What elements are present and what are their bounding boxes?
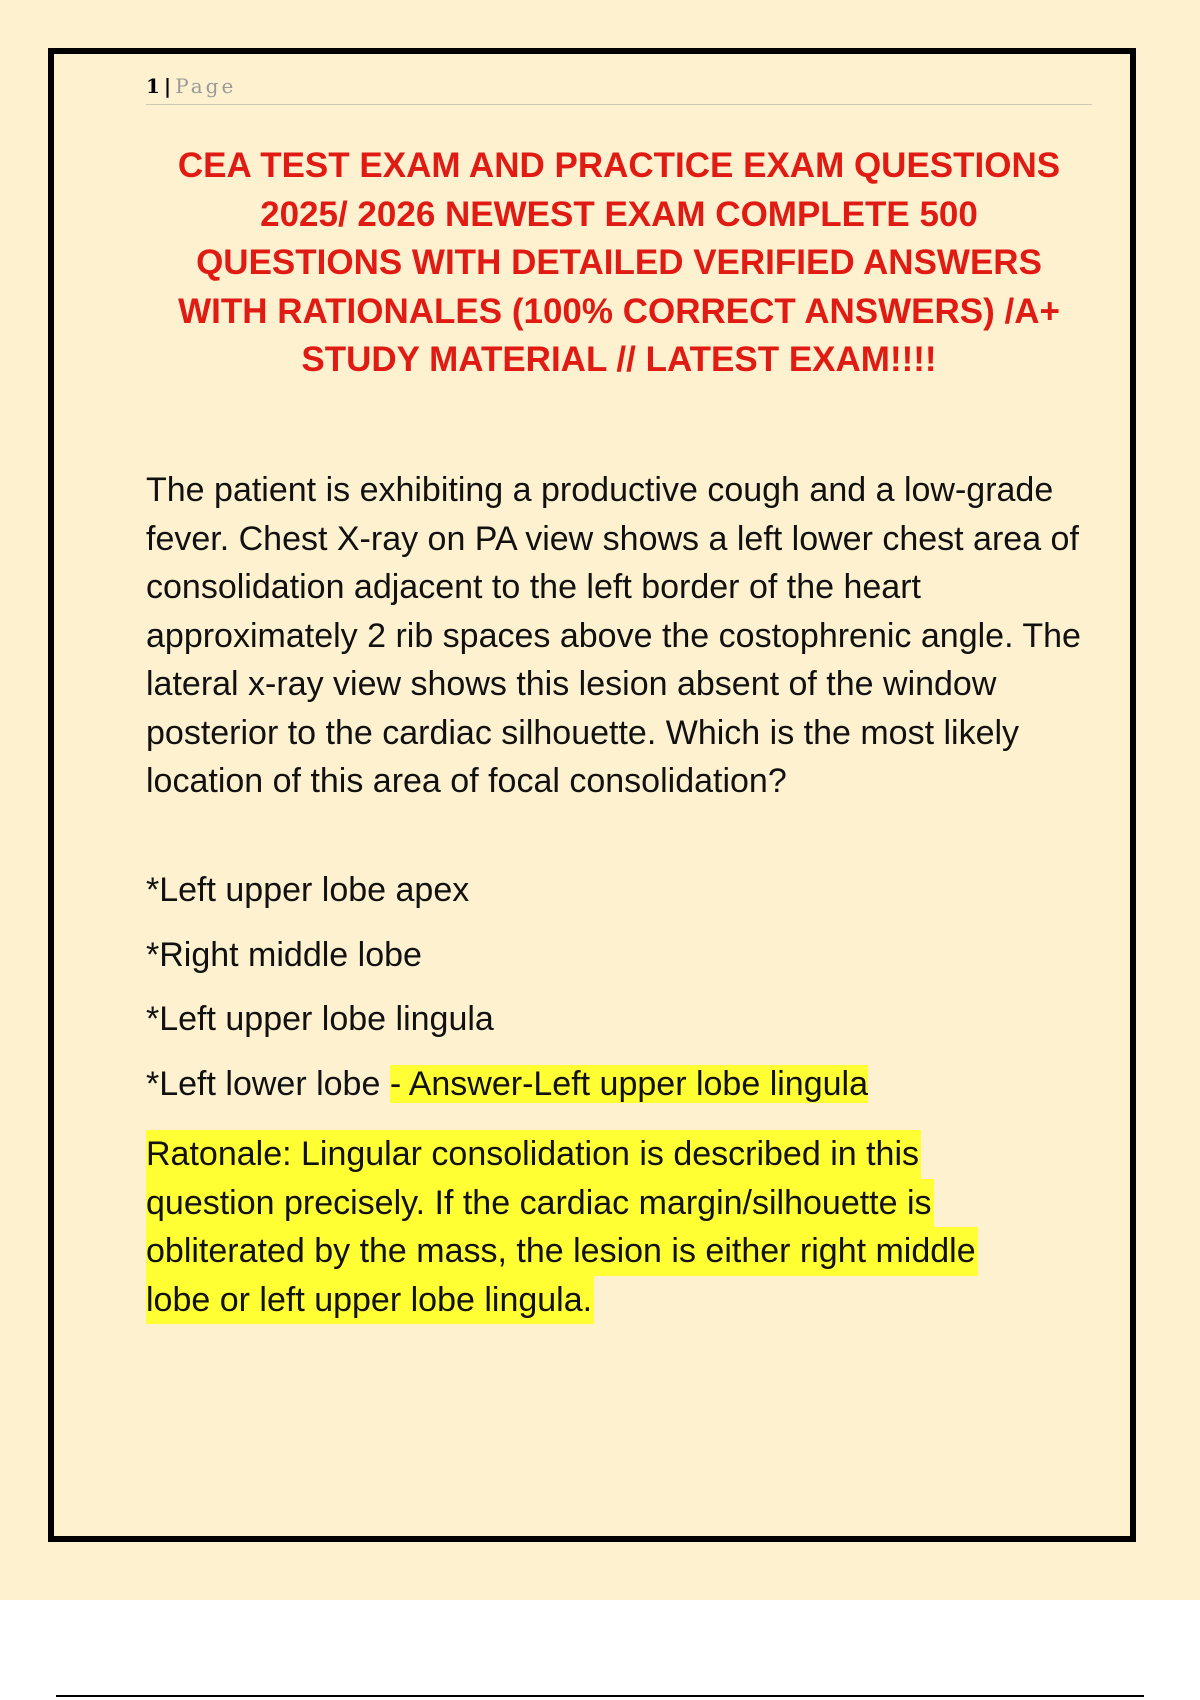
option-item: *Right middle lobe [146,935,422,974]
page-header-separator: | [163,74,172,98]
title-line: 2025/ 2026 NEWEST EXAM COMPLETE 500 [260,194,978,234]
page-label: Page [175,74,237,98]
bottom-rule [56,1695,1144,1697]
page-header [146,74,1092,105]
option-text: *Left lower lobe [146,1064,390,1103]
option-item: *Left upper lobe lingula [146,1000,494,1038]
title-line: QUESTIONS WITH DETAILED VERIFIED ANSWERS [196,243,1042,282]
correct-answer: - Answer-Left upper lobe lingula [389,1064,868,1103]
question-text: The patient is exhibiting a productive cough and a low-grade fever. Chest X-ray on PA view shows a left lower chest area of consolidation adjacent to the left border of the heart approximately 2 rib spaces above the costophrenic angle. The lateral x-ray view shows this lesion absent of the window posterior to the cardiac silhouette. Which is the most likely location of this area of focal consolidation? [146,471,1081,800]
option-item: *Left upper lobe apex [146,871,470,909]
page-number: 1 [146,74,160,98]
rationale-line: Ratonale: Lingular consolidation is described in this [146,1130,921,1179]
rationale-line: question precisely. If the cardiac margin/silhouette is [146,1179,934,1228]
rationale [146,1130,1092,1324]
document-title [146,142,1092,385]
rationale-line: obliterated by the mass, the lesion is either right middle [146,1227,978,1276]
title-line: STUDY MATERIAL // LATEST EXAM!!!! [301,340,937,379]
option-item-with-answer [146,1060,1092,1125]
rationale-line: lobe or left upper lobe lingula. [146,1276,594,1325]
answer-options [146,866,1092,1124]
title-line: CEA TEST EXAM AND PRACTICE EXAM QUESTIONS [177,146,1061,185]
title-line: WITH RATIONALES (100% CORRECT ANSWERS) /A+ [178,291,1060,331]
